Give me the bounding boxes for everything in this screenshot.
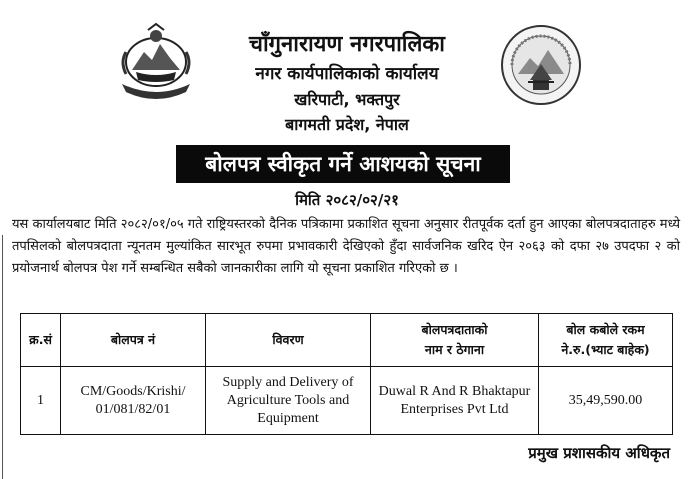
- office-name: नगर कार्यपालिकाको कार्यालय: [255, 64, 439, 84]
- letterhead: [0, 0, 694, 140]
- col-header-amount: [539, 314, 673, 367]
- cell-bid-no-line2: 01/081/82/01: [95, 401, 171, 417]
- col-header-bidder: [371, 314, 539, 367]
- municipality-seal-icon: [500, 24, 582, 106]
- municipality-name: चाँगुनारायण नगरपालिका: [249, 32, 445, 57]
- cell-sn: 1: [21, 367, 61, 435]
- cell-bidder-line1: Duwal R And R Bhaktapur: [378, 383, 531, 399]
- cell-bidder: [371, 367, 539, 435]
- col-header-amount-line1: बोल कबोले रकम: [566, 322, 645, 337]
- col-header-bid-no: बोलपत्र नं: [61, 314, 206, 367]
- cell-amount: 35,49,590.00: [539, 367, 673, 435]
- col-header-sn: क्र.सं: [21, 314, 61, 367]
- notice-body: यस कार्यालयबाट मिति २०८२/०१/०५ गते राष्ट्रियस्तरको दैनिक पत्रिकामा प्रकाशित सूचना अनुसार रीतपूर्वक दर्ता हुन आएका बोलपत्रदाताहरु मध्ये तपसिलको बोलपत्रदाता न्यूनतम मुल्यांकित सारभूत रुपमा प्रभावकारी देखिएको हुँदा सार्वजनिक खरिद ऐन २०६३ को दफा २७ उपदफा २ को प्रयोजनार्थ बोलपत्र पेश गर्ने सम्बन्धित सबैको जानकारीका लागि यो सूचना प्रकाशित गरिएको छ ।: [12, 217, 680, 276]
- col-header-bidder-line1: बोलपत्रदाताको: [421, 322, 488, 337]
- cell-description-line3: Equipment: [257, 410, 319, 426]
- notice-date: मिति २०८२/०२/२१: [295, 191, 399, 209]
- signatory-title: प्रमुख प्रशासकीय अधिकृत: [528, 444, 670, 462]
- cell-description-line1: Supply and Delivery of: [222, 374, 354, 390]
- col-header-description: विवरण: [206, 314, 371, 367]
- cell-description-line2: Agriculture Tools and: [226, 392, 350, 408]
- notice-title: बोलपत्र स्वीकृत गर्ने आशयको सूचना: [176, 145, 510, 183]
- cell-bid-no: [61, 367, 206, 435]
- table-header-row: [21, 314, 673, 367]
- office-address: खरिपाटी, भक्तपुर: [294, 90, 400, 109]
- cell-bid-no-line1: CM/Goods/Krishi/: [80, 383, 186, 399]
- table-row: [21, 367, 673, 435]
- col-header-bidder-line2: नाम र ठेगाना: [424, 342, 485, 357]
- province-line: बागमती प्रदेश, नेपाल: [285, 115, 409, 134]
- page-edge-divider: [2, 235, 3, 479]
- cell-bidder-line2: Enterprises Pvt Ltd: [400, 401, 509, 417]
- col-header-amount-line2: ने.रु.(भ्याट बाहेक): [561, 342, 650, 357]
- cell-description: [206, 367, 371, 435]
- bid-table: [20, 313, 673, 435]
